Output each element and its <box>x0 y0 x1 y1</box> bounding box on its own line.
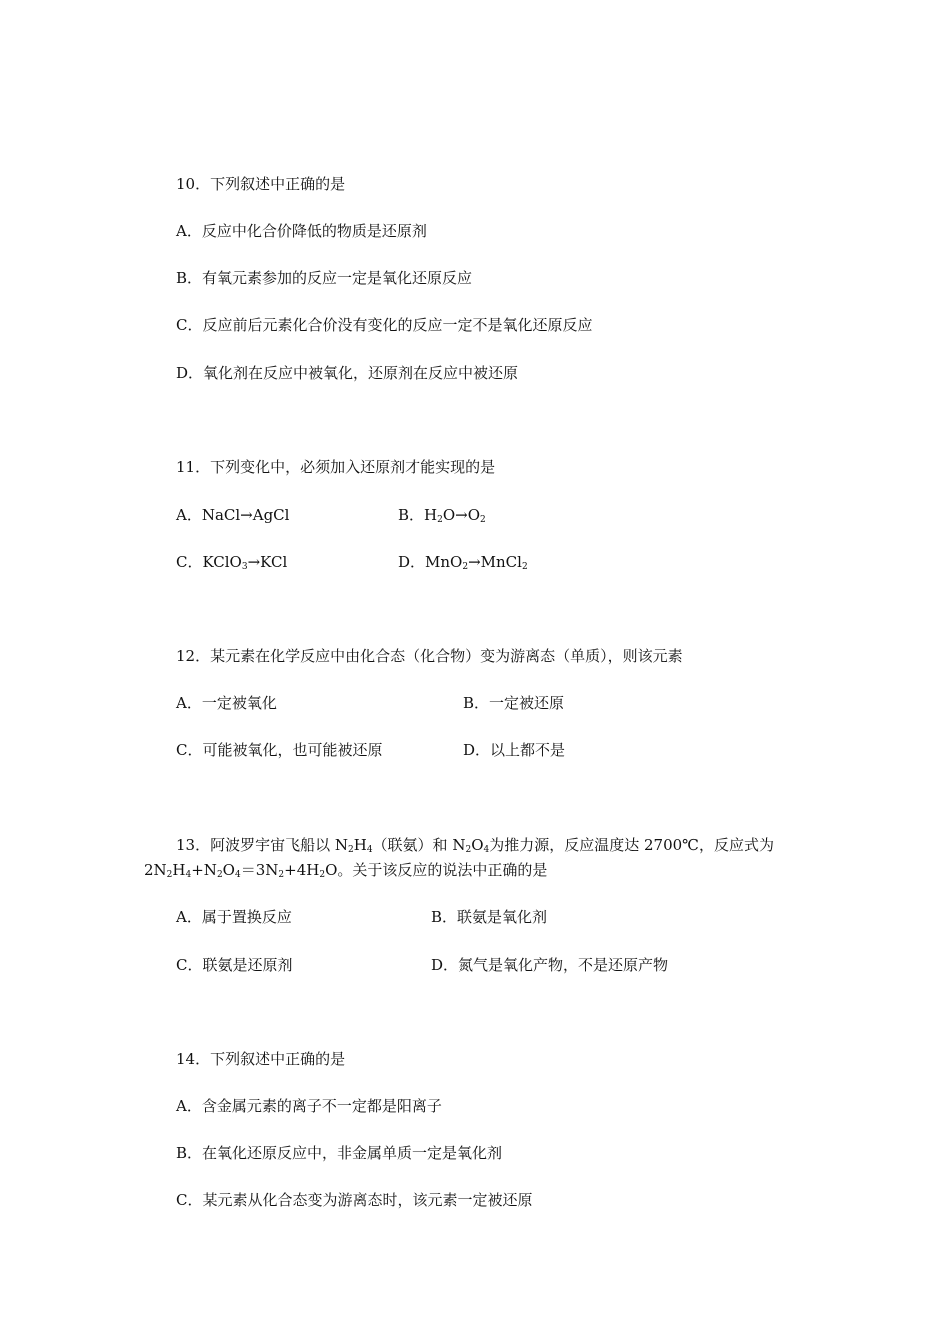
q10-stem: 10．下列叙述中正确的是 <box>176 175 346 193</box>
q14-option-a: A．含金属元素的离子不一定都是阳离子 <box>176 1097 442 1115</box>
q12-option-d: D．以上都不是 <box>463 741 566 759</box>
q13-option-c: C．联氨是还原剂 <box>176 956 293 974</box>
q11-option-c: C．KClO$_3$→KCl <box>176 553 288 572</box>
q11-stem: 11．下列变化中，必须加入还原剂才能实现的是 <box>176 458 496 476</box>
q14-stem: 14．下列叙述中正确的是 <box>176 1050 346 1068</box>
q12-option-b: B．一定被还原 <box>463 694 565 712</box>
q10-option-d: D．氧化剂在反应中被氧化，还原剂在反应中被还原 <box>176 364 519 382</box>
q11-option-d: D．MnO$_2$→MnCl$_2$ <box>398 553 528 572</box>
q13-stem-line2: $2N_2H_4+N_2O_4=3N_2+4H_2O$。关于该反应的说法中正确的是 <box>144 861 548 880</box>
q10-option-c: C．反应前后元素化合价没有变化的反应一定不是氧化还原反应 <box>176 316 593 334</box>
q12-option-a: A．一定被氧化 <box>176 694 277 712</box>
q10-option-a: A．反应中化合价降低的物质是还原剂 <box>176 222 427 240</box>
q13-stem-line1: 13．阿波罗宇宙飞船以 $N_2H_4$（联氨）和 $N_2O_4$为推力源，反应温度达 2700℃，反应式为 <box>176 836 774 855</box>
q14-option-c: C．某元素从化合态变为游离态时，该元素一定被还原 <box>176 1191 533 1209</box>
q14-option-b: B．在氧化还原反应中，非金属单质一定是氧化剂 <box>176 1144 503 1162</box>
q12-option-c: C．可能被氧化，也可能被还原 <box>176 741 383 759</box>
q13-option-d: D．氮气是氧化产物，不是还原产物 <box>431 956 669 974</box>
q11-option-b: B．$H_2O\to O_2$ <box>398 506 486 525</box>
q13-option-b: B．联氨是氧化剂 <box>431 908 548 926</box>
q10-option-b: B．有氧元素参加的反应一定是氧化还原反应 <box>176 269 473 287</box>
q13-option-a: A．属于置换反应 <box>176 908 292 926</box>
q12-stem: 12．某元素在化学反应中由化合态（化合物）变为游离态（单质），则该元素 <box>176 647 683 665</box>
q11-option-a: A．NaCl→AgCl <box>176 506 290 524</box>
